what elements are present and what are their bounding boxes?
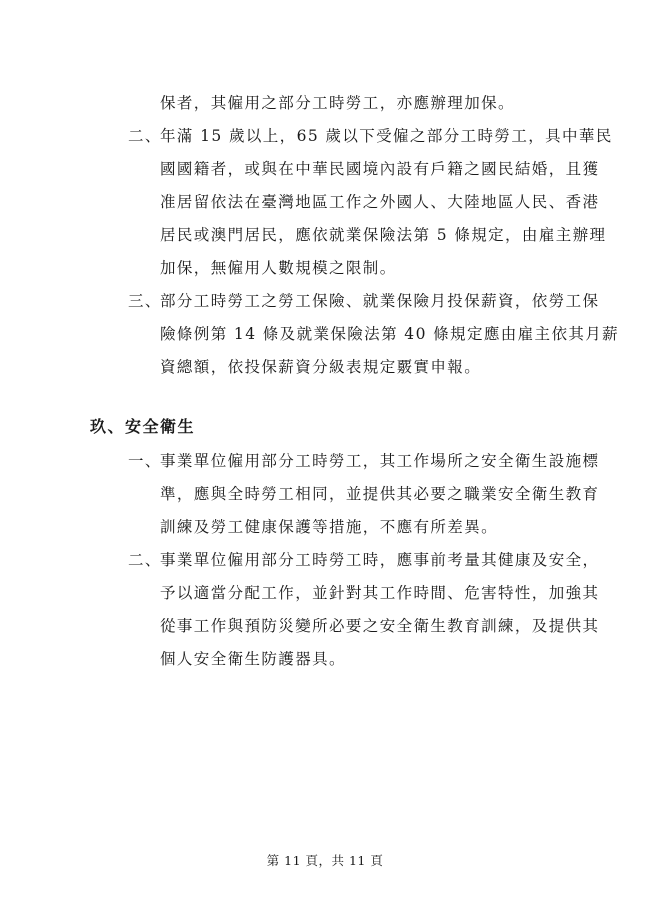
page-number-footer: 第 11 頁，共 11 頁 (266, 853, 384, 868)
paragraph-line: 資總額，依投保薪資分級表規定覈實申報。 (160, 358, 482, 376)
paragraph-line: 訓練及勞工健康保護等措施，不應有所差異。 (160, 518, 499, 536)
paragraph-line: 保者，其僱用之部分工時勞工，亦應辦理加保。 (160, 94, 515, 112)
paragraph-line: 準，應與全時勞工相同，並提供其必要之職業安全衛生教育 (160, 485, 600, 503)
paragraph-line: 個人安全衛生防護器具。 (160, 650, 346, 668)
paragraph-line: 險條例第 14 條及就業保險法第 40 條規定應由雇主依其月薪 (160, 325, 620, 343)
paragraph-line: 部分工時勞工之勞工保險、就業保險月投保薪資，依勞工保 (160, 292, 600, 310)
section-heading: 玖、安全衛生 (90, 417, 196, 436)
paragraph-line: 事業單位僱用部分工時勞工時，應事前考量其健康及安全， (160, 551, 600, 569)
list-marker: 一、 (128, 452, 162, 470)
list-marker: 二、 (128, 127, 162, 145)
paragraph-line: 予以適當分配工作，並針對其工作時間、危害特性，加強其 (160, 584, 600, 602)
paragraph-line: 准居留依法在臺灣地區工作之外國人、大陸地區人民、香港 (160, 193, 600, 211)
paragraph-line: 加保，無僱用人數規模之限制。 (160, 259, 397, 277)
paragraph-line: 年滿 15 歲以上，65 歲以下受僱之部分工時勞工，具中華民 (160, 127, 613, 145)
paragraph-line: 從事工作與預防災變所必要之安全衛生教育訓練，及提供其 (160, 617, 600, 635)
paragraph-line: 居民或澳門居民，應依就業保險法第 5 條規定，由雇主辦理 (160, 226, 607, 244)
list-marker: 三、 (128, 292, 162, 310)
list-marker: 二、 (128, 551, 162, 569)
paragraph-line: 事業單位僱用部分工時勞工，其工作場所之安全衛生設施標 (160, 452, 600, 470)
paragraph-line: 國國籍者，或與在中華民國境內設有戶籍之國民結婚，且獲 (160, 160, 600, 178)
